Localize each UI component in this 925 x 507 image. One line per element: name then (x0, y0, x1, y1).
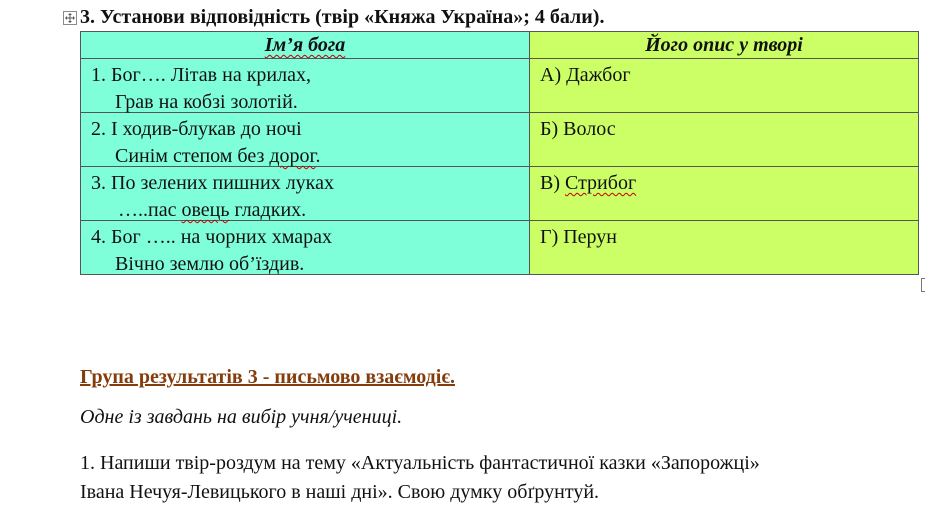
table-row (81, 59, 919, 113)
row-1-line-2: Грав на кобзі золотій. (115, 91, 298, 113)
option-a: А) Дажбог (540, 64, 631, 86)
row-3-line-2-underlined: овець (181, 199, 230, 221)
row-1-right (530, 59, 919, 113)
header-god-name (81, 32, 530, 59)
header-god-name-text: Ім’я бога (264, 34, 346, 56)
task-title: 3. Установи відповідність (твір «Княжа Україна»; 4 бали). (80, 6, 605, 28)
task-1-line-2: Івана Нечуя-Левицького в наші дні». Свою думку обґрунтуй. (80, 481, 600, 503)
table-move-handle[interactable] (63, 11, 77, 25)
row-3-line-2-a: …..пас (118, 199, 182, 221)
option-v-name: Стрибог (565, 172, 637, 194)
table-row (81, 167, 919, 221)
header-description: Його опис у творі (530, 32, 919, 59)
table-resize-handle[interactable] (921, 278, 925, 292)
row-2-line-2-c: . (315, 145, 321, 167)
row-4-left (81, 221, 530, 275)
row-2-left (81, 113, 530, 167)
task-1-line-1: 1. Напиши твір-роздум на тему «Актуальність фантастичної казки «Запорожці» (80, 452, 760, 474)
row-2-line-1: 2. І ходив-блукав до ночі (91, 118, 302, 140)
option-v-letter: В) (540, 172, 565, 194)
row-4-line-2: Вічно землю об’їздив. (115, 253, 305, 275)
section-subtitle: Одне із завдань на вибір учня/учениці. (80, 406, 403, 428)
row-2-right (530, 113, 919, 167)
row-4-line-1: 4. Бог ….. на чорних хмарах (91, 226, 333, 248)
option-v (530, 167, 918, 220)
table-row (81, 221, 919, 275)
row-2-line-2-underlined: дорог (269, 145, 316, 167)
row-3-line-1: 3. По зелених пишних луках (91, 172, 334, 194)
move-arrows-icon (65, 13, 75, 23)
row-3-line-2-c: гладких. (229, 199, 307, 221)
option-g: Г) Перун (540, 226, 617, 248)
table-row (81, 113, 919, 167)
row-1-left (81, 59, 530, 113)
table-header-row (81, 32, 919, 59)
task-1-text (80, 449, 920, 507)
section-heading: Група результатів 3 - письмово взаємодіє. (80, 366, 455, 388)
row-3-right (530, 167, 919, 221)
option-b: Б) Волос (540, 118, 616, 140)
row-2-line-2-a: Синім степом без (115, 145, 270, 167)
row-3-left (81, 167, 530, 221)
matching-table (80, 31, 919, 275)
row-1-line-1: 1. Бог…. Літав на крилах, (91, 64, 311, 86)
row-4-right (530, 221, 919, 275)
